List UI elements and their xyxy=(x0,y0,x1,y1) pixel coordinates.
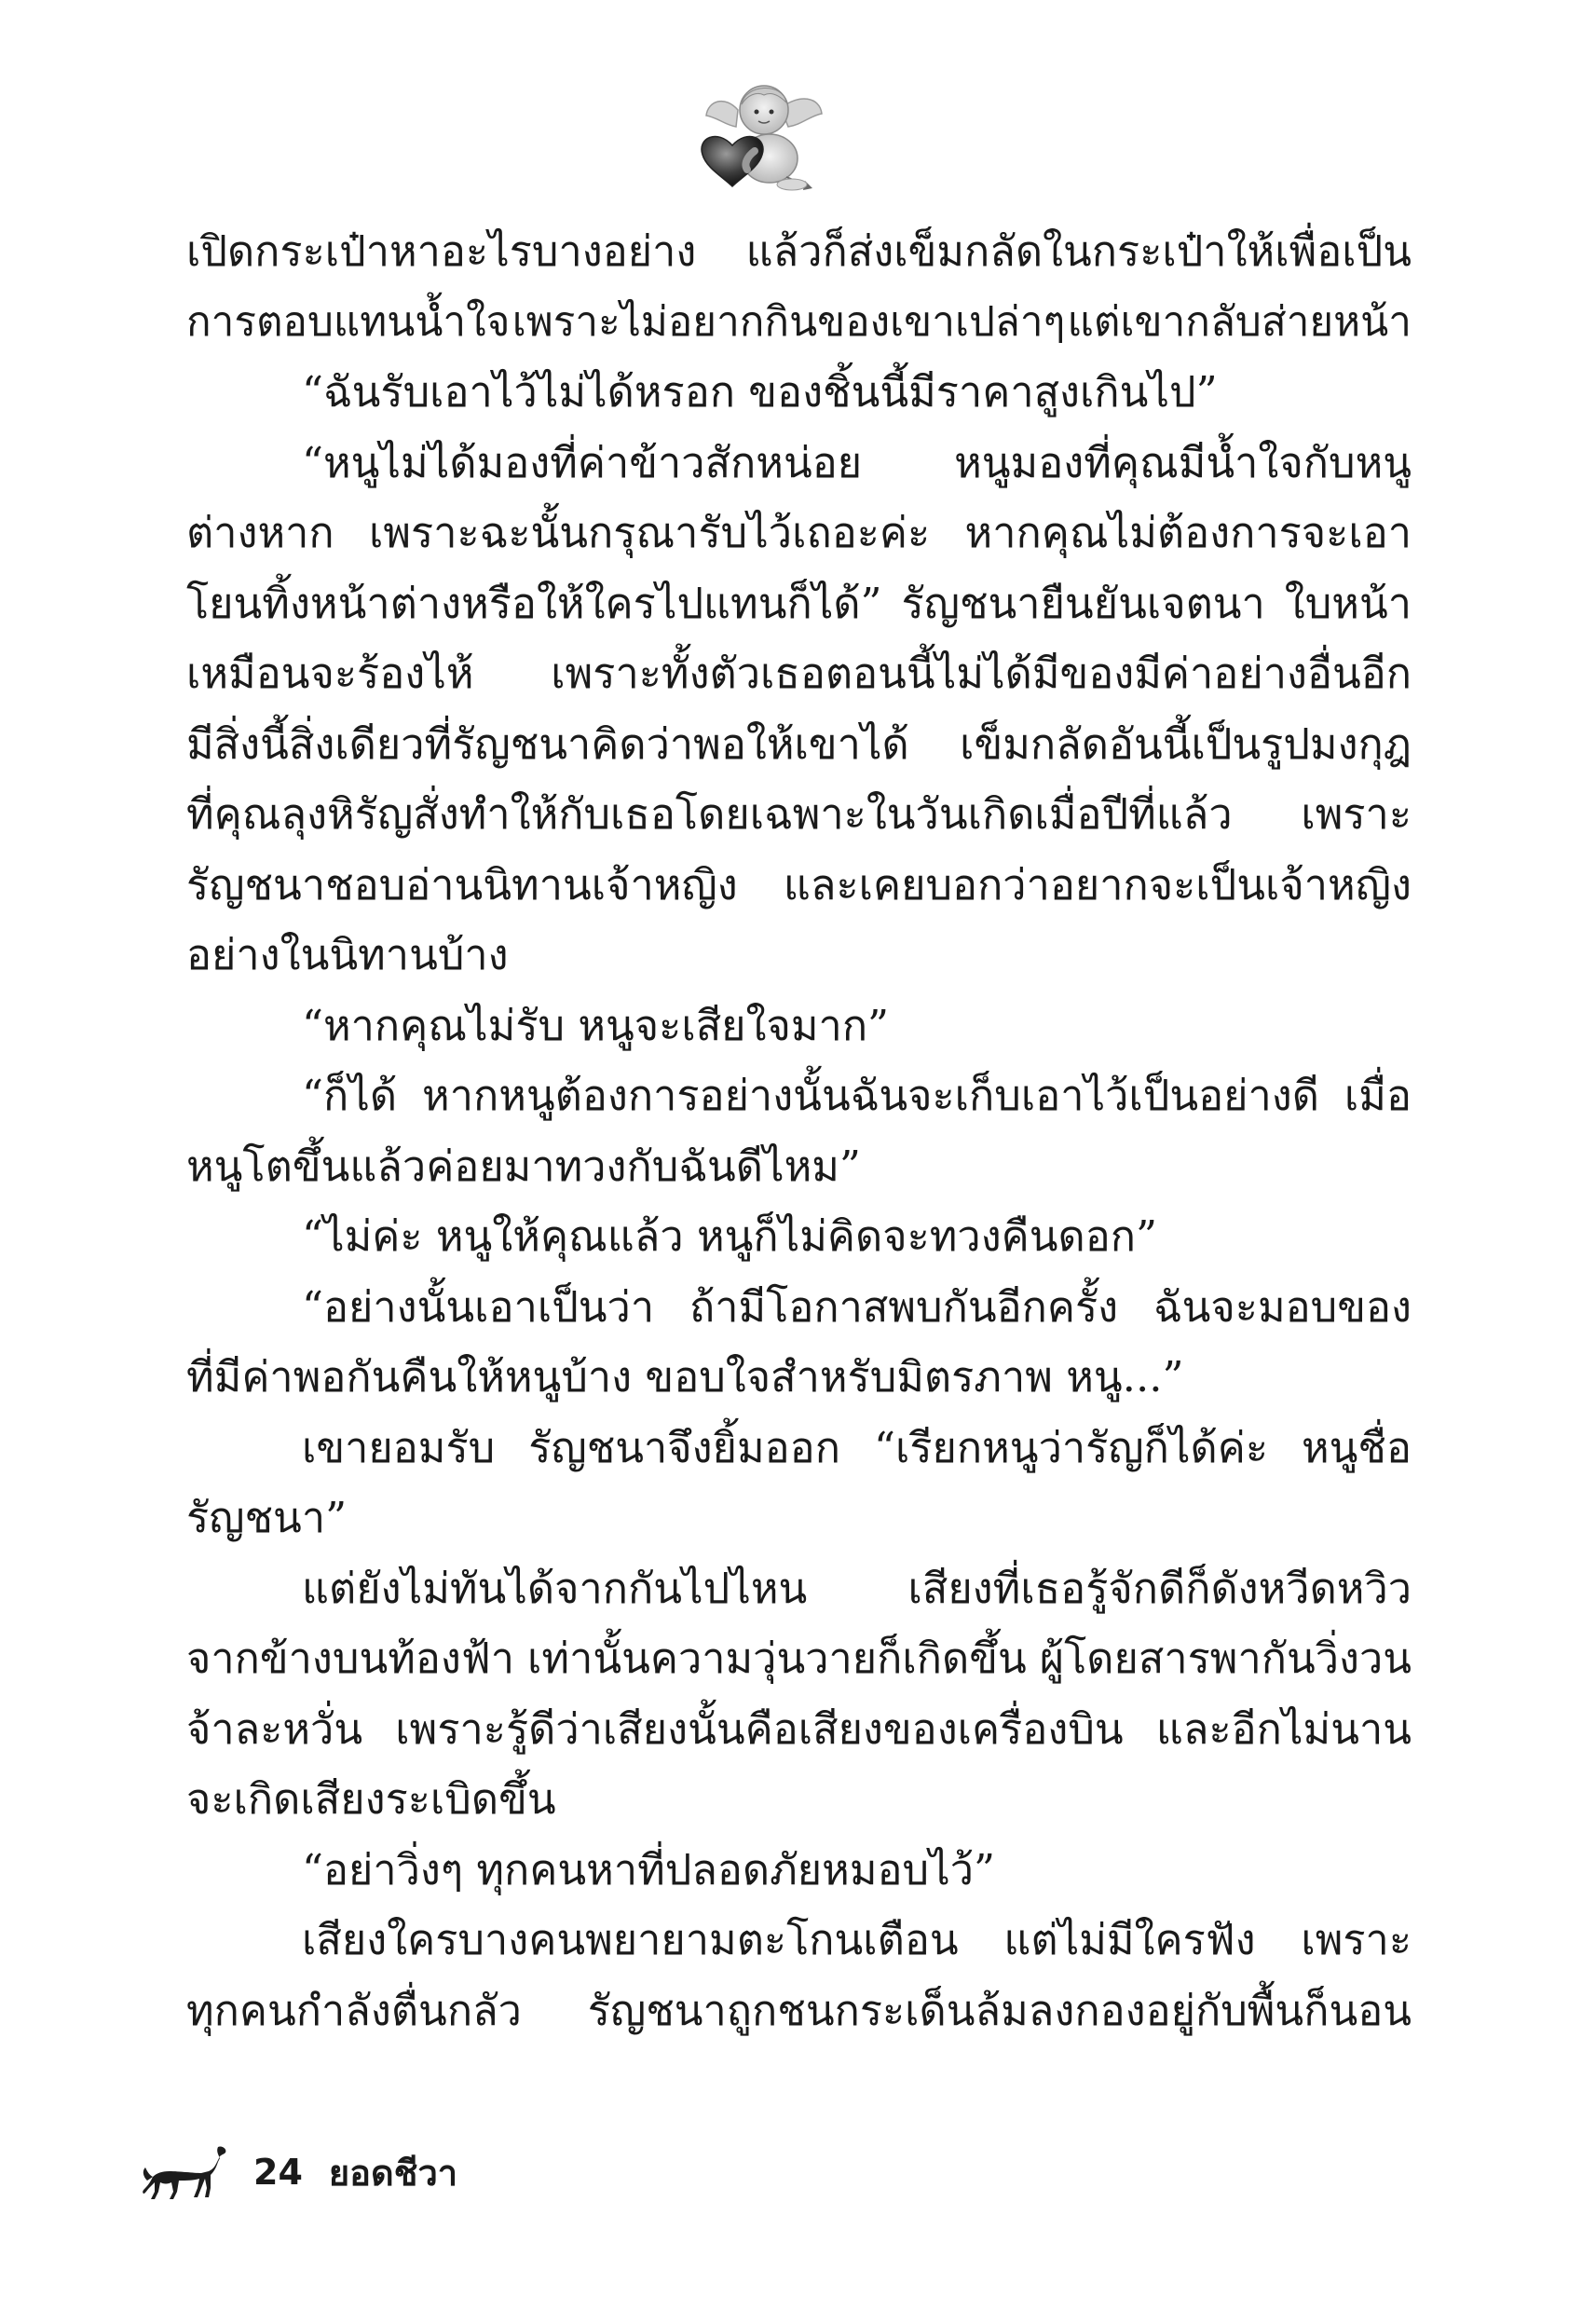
text-word: แต่ยังไม่ทันได้จากกันไปไหน xyxy=(302,1563,808,1613)
text-word: “หนูไม่ได้มองที่ค่าข้าวสักหน่อย xyxy=(302,437,863,487)
text-word: เขายอมรับ xyxy=(302,1422,496,1472)
text-line xyxy=(186,1553,1412,1624)
text-word: ที่คุณลุงหิรัญสั่งทำให้กับเธอโดยเฉพาะในวันเกิดเมื่อปีที่แล้ว xyxy=(186,789,1233,839)
text-line xyxy=(186,1060,1412,1131)
text-word: “ก็ได้ xyxy=(302,1071,398,1120)
text-line xyxy=(186,638,1412,709)
text-word: โยนทิ้งหน้าต่างหรือให้ใครไปแทนก็ได้” xyxy=(186,578,882,628)
text-line xyxy=(186,1623,1412,1694)
text-word: มีสิ่งนี้สิ่งเดียวที่รัญชนาคิดว่าพอให้เขาได้ xyxy=(186,718,909,769)
text-line xyxy=(186,428,1412,499)
text-word: ใบหน้า xyxy=(1284,578,1412,628)
text-line xyxy=(186,1764,1412,1835)
text-word: และเคยบอกว่าอยากจะเป็นเจ้าหญิง xyxy=(783,859,1412,909)
text-word: เพราะ xyxy=(1301,1915,1412,1964)
text-word: ถ้ามีโอกาสพบกันอีกครั้ง xyxy=(689,1281,1119,1332)
text-line xyxy=(186,1272,1412,1343)
text-line xyxy=(186,1835,1412,1906)
horse-icon xyxy=(140,2143,231,2201)
text-word: รัญชนายืนยันเจตนา xyxy=(901,578,1265,628)
text-line xyxy=(186,1905,1412,1976)
text-word: จากข้างบนท้องฟ้า xyxy=(186,1634,515,1683)
text-word: และอีกไม่นาน xyxy=(1155,1703,1412,1754)
text-word: แต่ไม่มีใครฟัง xyxy=(1003,1915,1256,1964)
text-word: “อย่างนั้นเอาเป็นว่า xyxy=(302,1281,655,1332)
text-word: เสียงใครบางคนพยายามตะโกนเตือน xyxy=(302,1915,959,1964)
text-line xyxy=(186,357,1412,428)
text-word: รัญชนาจึงยิ้มออก xyxy=(528,1422,840,1472)
text-line xyxy=(186,1131,1412,1202)
text-line xyxy=(186,709,1412,780)
text-content: “อย่าวิ่งๆ ทุกคนหาที่ปลอดภัยหมอบไว้” xyxy=(302,1844,995,1894)
cupid-heart-icon xyxy=(689,73,829,194)
body-text xyxy=(186,216,1412,2045)
text-word: การตอบแทนน้ำใจ xyxy=(186,297,511,346)
text-line xyxy=(186,991,1412,1061)
text-line xyxy=(186,568,1412,639)
text-content: อย่างในนิทานบ้าง xyxy=(186,930,509,979)
text-content: “ฉันรับเอาไว้ไม่ได้หรอก ของชิ้นนี้มีราคาสูงเกินไป” xyxy=(302,367,1218,417)
text-line xyxy=(186,1976,1412,2046)
text-line xyxy=(186,850,1412,921)
text-line xyxy=(186,920,1412,991)
text-word: เท่านั้นความวุ่นวายก็เกิดขึ้น xyxy=(527,1634,1027,1683)
text-word: หนูชื่อ xyxy=(1302,1422,1412,1472)
text-word: รัญชนาชอบอ่านนิทานเจ้าหญิง xyxy=(186,859,738,909)
text-word: เพราะทั้งตัวเธอตอนนี้ไม่ได้มีของมีค่าอย่างอื่นอีก xyxy=(551,649,1412,698)
text-word: เพราะ xyxy=(1301,789,1412,839)
text-line xyxy=(186,1201,1412,1272)
text-word: เปิดกระเป๋าหาอะไรบางอย่าง xyxy=(186,226,697,276)
text-line xyxy=(186,1342,1412,1413)
page-footer xyxy=(140,2140,457,2205)
text-content: รัญชนา” xyxy=(186,1493,348,1542)
text-content: “หากคุณไม่รับ หนูจะเสียใจมาก” xyxy=(302,1000,890,1050)
text-line xyxy=(186,1483,1412,1553)
text-word: เมื่อ xyxy=(1344,1071,1412,1120)
text-word: หากหนูต้องการอย่างนั้นฉันจะเก็บเอาไว้เป็นอย่างดี xyxy=(422,1071,1319,1120)
text-word: เข็มกลัดอันนี้เป็นรูปมงกุฎ xyxy=(960,718,1412,769)
text-word: ต่างหาก xyxy=(186,508,334,557)
text-line xyxy=(186,1413,1412,1484)
text-word: รัญชนาถูกชนกระเด็นล้มลงกองอยู่กับพื้นก็นอน xyxy=(587,1985,1412,2035)
text-word: ทุกคนกำลังตื่นกลัว xyxy=(186,1985,522,2035)
text-word: เพราะไม่อยากกินของเขาเปล่าๆ xyxy=(512,297,1066,346)
text-line xyxy=(186,498,1412,568)
text-word: เหมือนจะร้องไห้ xyxy=(186,649,474,698)
text-word: เสียงที่เธอรู้จักดีก็ดังหวีดหวิว xyxy=(907,1563,1412,1613)
book-title: ยอดชีวา xyxy=(328,2152,458,2194)
text-line xyxy=(186,779,1412,850)
text-word: เพราะฉะนั้นกรุณารับไว้เถอะค่ะ xyxy=(369,508,931,557)
text-line xyxy=(186,1694,1412,1765)
text-content: หนูโตขึ้นแล้วค่อยมาทวงกับฉันดีไหม” xyxy=(186,1141,861,1191)
text-word: ผู้โดยสารพากันวิ่งวน xyxy=(1039,1634,1412,1683)
text-line xyxy=(186,216,1412,287)
text-word: แล้วก็ส่งเข็มกลัดในกระเป๋าให้เพื่อเป็น xyxy=(745,226,1412,276)
text-word: แต่เขากลับส่ายหน้า xyxy=(1067,297,1412,346)
text-word: เพราะรู้ดีว่าเสียงนั้นคือเสียงของเครื่องบิน xyxy=(395,1703,1124,1754)
text-content: ที่มีค่าพอกันคืนให้หนูบ้าง ขอบใจสำหรับมิตรภาพ หนู...” xyxy=(186,1352,1184,1402)
text-word: หนูมองที่คุณมีน้ำใจกับหนู xyxy=(954,437,1412,487)
text-word: จ้าละหวั่น xyxy=(186,1703,363,1754)
text-word: ฉันจะมอบของ xyxy=(1153,1281,1412,1332)
text-word: “เรียกหนูว่ารัญก็ได้ค่ะ xyxy=(873,1422,1268,1472)
text-line xyxy=(186,287,1412,358)
page-number: 24 xyxy=(253,2152,303,2193)
text-word: หากคุณไม่ต้องการจะเอา xyxy=(964,508,1412,557)
text-content: “ไม่ค่ะ หนูให้คุณแล้ว หนูก็ไม่คิดจะทวงคืนดอก” xyxy=(302,1211,1158,1261)
text-content: จะเกิดเสียงระเบิดขึ้น xyxy=(186,1774,556,1824)
